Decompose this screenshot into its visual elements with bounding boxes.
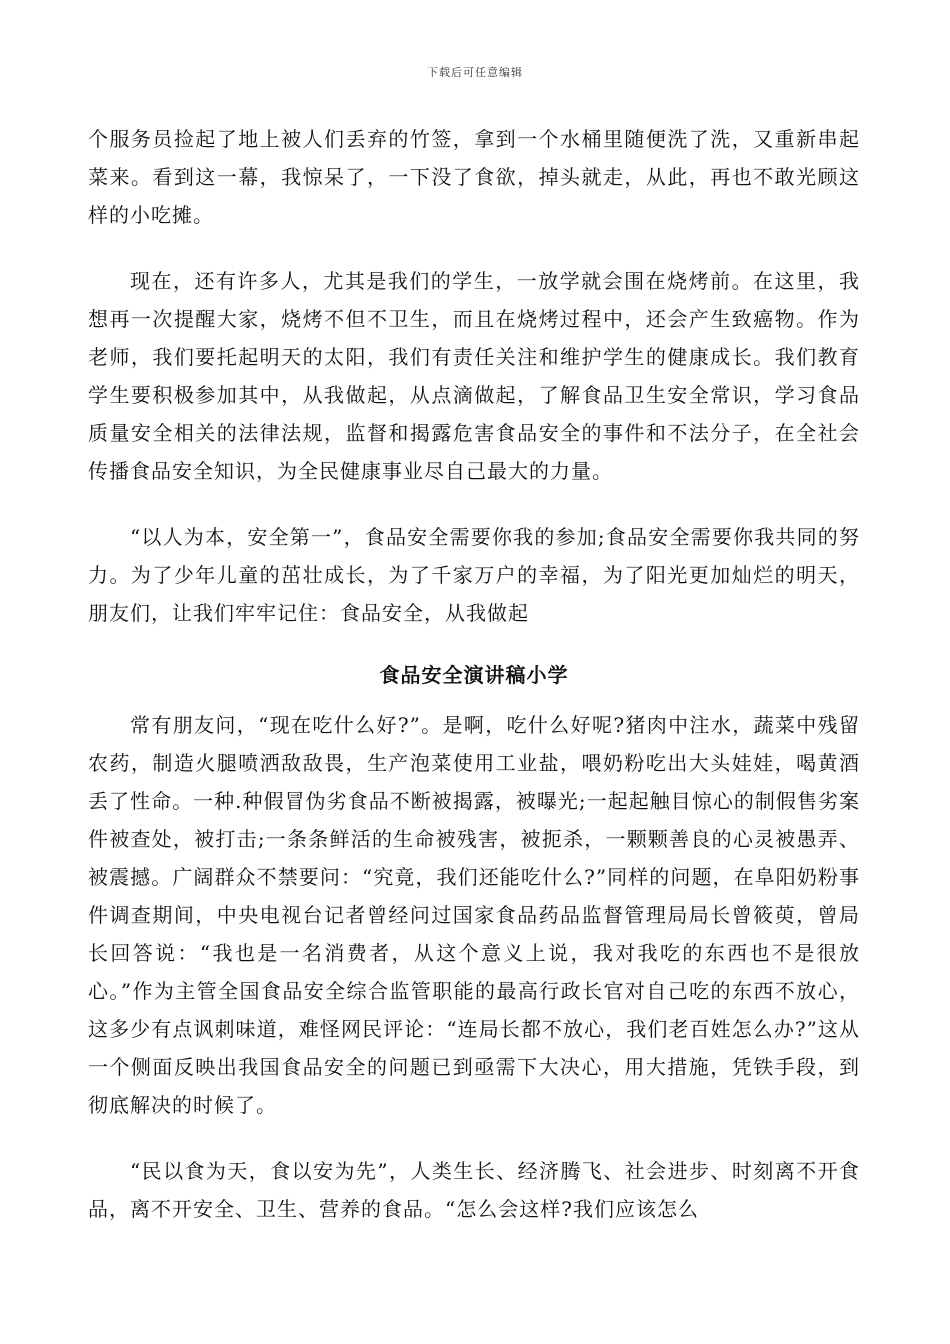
header-note: 下载后可任意编辑 (427, 66, 523, 79)
paragraph-continuation: 个服务员捡起了地上被人们丢弃的竹签，拿到一个水桶里随便洗了洗，又重新串起菜来。看到这一幕，我惊呆了，一下没了食欲，掉头就走，从此，再也不敢光顾这样的小吃摊。 (88, 127, 860, 227)
paragraph-food-is-heaven: “民以食为天，食以安为先”，人类生长、经济腾飞、社会进步、时刻离不开食品，离不开安全、卫生、营养的食品。“怎么会这样?我们应该怎么 (88, 1159, 860, 1221)
paragraph-safety-first: “以人为本，安全第一”，食品安全需要你我的参加;食品安全需要你我共同的努力。为了少年儿童的茁壮成长，为了千家万户的幸福，为了阳光更加灿烂的明天，朋友们，让我们牢牢记住：食品安全，从我做起 (88, 525, 860, 625)
document-body (88, 120, 860, 1228)
paragraph-what-to-eat: 常有朋友问，“现在吃什么好?”。是啊，吃什么好呢?猪肉中注水，蔬菜中残留农药，制造火腿喷洒敌敌畏，生产泡菜使用工业盐，喂奶粉吃出大头娃娃，喝黄酒丢了性命。一种.种假冒伪劣食品不断被揭露，被曝光;一起起触目惊心的制假售劣案件被查处，被打击;一条条鲜活的生命被残害，被扼杀，一颗颗善良的心灵被愚弄、被震撼。广阔群众不禁要问：“究竟，我们还能吃什么?”同样的问题，在阜阳奶粉事件调查期间，中央电视台记者曾经问过国家食品药品监督管理局局长曾筱萸，曾局长回答说：“我也是一名消费者，从这个意义上说，我对我吃的东西也不是很放心。”作为主管全国食品安全综合监管职能的最高行政长官对自己吃的东西不放心，这多少有点讽刺味道，难怪网民评论：“连局长都不放心，我们老百姓怎么办?”这从一个侧面反映出我国食品安全的问题已到亟需下大决心，用大措施，凭铁手段，到彻底解决的时候了。 (88, 713, 860, 1117)
paragraph-barbecue-warning: 现在，还有许多人，尤其是我们的学生，一放学就会围在烧烤前。在这里，我想再一次提醒大家，烧烤不但不卫生，而且在烧烤过程中，还会产生致癌物。作为老师，我们要托起明天的太阳，我们有责任关注和维护学生的健康成长。我们教育学生要积极参加其中，从我做起，从点滴做起，了解食品卫生安全常识，学习食品质量安全相关的法律法规，监督和揭露危害食品安全的事件和不法分子，在全社会传播食品安全知识，为全民健康事业尽自己最大的力量。 (88, 269, 860, 483)
section-title: 食品安全演讲稿小学 (379, 663, 569, 687)
